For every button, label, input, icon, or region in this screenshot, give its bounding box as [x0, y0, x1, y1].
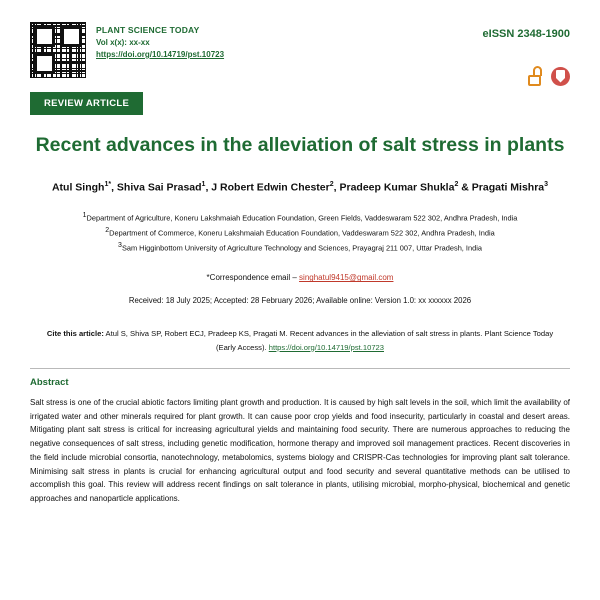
- page-header: [30, 22, 570, 78]
- author-affiliation-marker: 2: [329, 181, 334, 189]
- author-name: , Pradeep Kumar Shukla: [333, 181, 455, 194]
- author-affiliation-marker: 1: [201, 181, 206, 189]
- affiliation-item: $^2$Department of Commerce, Koneru Lakshmaiah Education Foundation, Vaddeswaram 522 302, Andhra Pradesh, India: [105, 227, 495, 238]
- affiliation-list: [30, 210, 570, 255]
- citation-label: Cite this article:: [46, 329, 104, 339]
- publication-dates: Received: 18 July 2025; Accepted: 28 February 2026; Available online: Version 1.0: xx xxxxxx 2026: [128, 296, 472, 306]
- author-affiliation-marker: 2: [454, 181, 459, 189]
- citation-text: Atul S, Shiva SP, Robert ECJ, Pradeep KS, Pragati M. Recent advances in the alleviation of salt stress in plants. Plant Science Today (Early Access).: [105, 329, 554, 352]
- citation-doi-link[interactable]: https://doi.org/10.14719/pst.10723: [268, 342, 384, 352]
- correspondence-email-link[interactable]: singhatul9415@gmail.com: [299, 273, 394, 283]
- author-name: , J Robert Edwin Chester: [205, 181, 330, 194]
- eissn-label: eISSN 2348-1900: [482, 28, 570, 40]
- creative-commons-badge-icon[interactable]: [551, 67, 570, 86]
- correspondence-label: *Correspondence email –: [206, 273, 300, 283]
- author-name: , Shiva Sai Prasad: [111, 181, 202, 194]
- journal-identity: [30, 22, 224, 78]
- open-access-lock-icon[interactable]: [527, 66, 543, 86]
- citation-block: [30, 327, 570, 354]
- author-name: & Pragati Mishra: [458, 181, 545, 194]
- journal-doi-link[interactable]: https://doi.org/10.14719/pst.10723: [96, 49, 225, 59]
- journal-meta: [96, 22, 224, 61]
- qr-code-icon[interactable]: [30, 22, 86, 78]
- correspondence-line: [30, 273, 570, 282]
- author-affiliation-marker: 1*: [104, 181, 112, 189]
- page-title: Recent advances in the alleviation of salt stress in plants: [35, 134, 565, 156]
- affiliation-item: $^1$Department of Agriculture, Koneru Lakshmaiah Education Foundation, Green Fields, Vaddeswaram 522 302, Andhra Pradesh, India: [82, 211, 518, 223]
- section-divider: [30, 368, 570, 369]
- article-type-badge: REVIEW ARTICLE: [30, 92, 143, 115]
- author-affiliation-marker: 3: [544, 181, 549, 189]
- badge-row: [527, 66, 570, 86]
- author-list: [30, 181, 570, 194]
- author-name: Atul Singh: [51, 181, 105, 194]
- journal-volume: Vol x(x): xx-xx: [96, 37, 150, 47]
- affiliation-item: $^3$Sam Higginbottom University of Agriculture Technology and Sciences, Prayagraj 211 007, Uttar Pradesh, India: [118, 242, 482, 253]
- journal-name: PLANT SCIENCE TODAY: [96, 25, 200, 35]
- abstract-text: Salt stress is one of the crucial abiotic factors limiting plant growth and production. It is caused by high salt levels in the soil, which limit the availability of irrigated water and other minerals required for plant growth. It can cause poor crop yields and food insecurity, particularly in coastal and desert areas. Mitigating plant salt stress is critical for increasing agricultural yields and maintaining food security. There are numerous approaches to reducing the negative consequences of salt stress, including genetic modification, hormone therapy and improved soil management practices. Recent discoveries in the field include microbial consortia, nanotechnology, metabolomics, systems biology and CRISPR-Cas technologies for improving plant salt tolerance. Minimising salt stress in plants is crucial for enhancing agricultural output and food security and several quantitative methods can be utilised to accomplish this goal. This review will address recent findings on salt tolerance in plants, utilising microbial, morpho-physical, biochemical and genetic approaches and nanoparticle applications.: [30, 397, 570, 504]
- abstract-heading: Abstract: [30, 376, 69, 388]
